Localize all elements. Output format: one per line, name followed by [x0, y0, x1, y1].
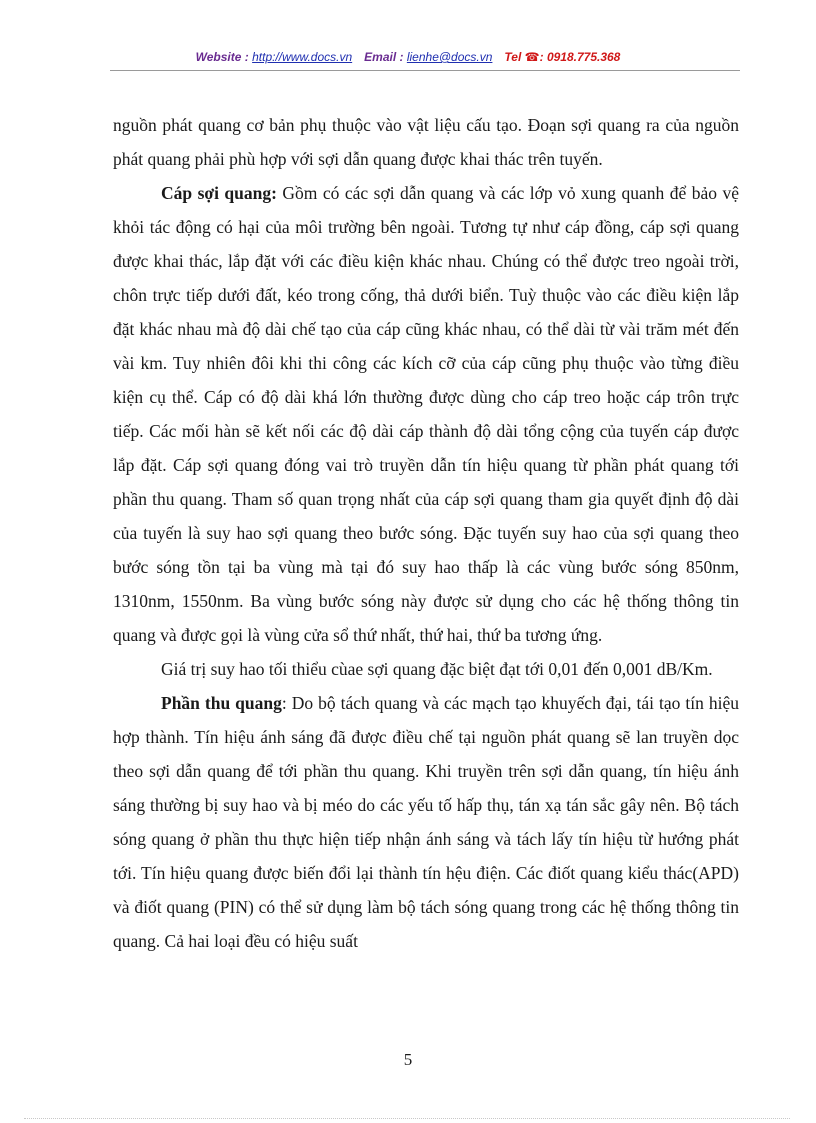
email-link[interactable]: lienhe@docs.vn [406, 50, 493, 64]
paragraph-fiber-cable-text: Gồm có các sợi dẫn quang và các lớp vỏ xung quanh để bảo vệ khỏi tác động có hại của môi trường bên ngoài. Tương tự như cáp đồng, cáp sợi quang được khai thác, lắp đặt với các điều kiện khác nhau. Chúng có thể được treo ngoài trời, chôn trực tiếp dưới đất, kéo trong cống, thả dưới biển. Tuỳ thuộc vào các điều kiện lắp đặt khác nhau mà độ dài chế tạo của cáp cũng khác nhau, có thể dài từ vài trăm mét đến vài km. Tuy nhiên đôi khi thi công các kích cỡ của cáp cũng phụ thuộc vào từng điều kiện cụ thể. Cáp có độ dài khá lớn thường được dùng cho cáp treo hoặc cáp trôn trực tiếp. Các mối hàn sẽ kết nối các độ dài cáp thành độ dài tổng cộng của tuyến cáp được lắp đặt. Cáp sợi quang đóng vai trò truyền dẫn tín hiệu quang từ phần phát quang tới phần thu quang. Tham số quan trọng nhất của cáp sợi quang tham gia quyết định độ dài của tuyến là suy hao sợi quang theo bước sóng. Đặc tuyến suy hao của sợi quang theo bước sóng tồn tại ba vùng mà tại đó suy hao thấp là các vùng bước sóng 850nm, 1310nm, 1550nm. Ba vùng bước sóng này được sử dụng cho các hệ thống thông tin quang và được gọi là vùng cửa sổ thứ nhất, thứ hai, thứ ba tương ứng. [113, 183, 739, 645]
email-label: Email : [364, 50, 407, 64]
page-bottom-border [24, 1118, 790, 1119]
term-receiver: Phần thu quang [161, 693, 282, 713]
paragraph-light-source: nguồn phát quang cơ bản phụ thuộc vào vật liệu cấu tạo. Đoạn sợi quang ra của nguồn phát quang phải phù hợp với sợi dẫn quang được khai thác trên tuyến. [113, 115, 739, 169]
paragraph-fiber-cable [113, 176, 739, 652]
header-divider [110, 70, 740, 71]
paragraph-attenuation: Giá trị suy hao tối thiểu cùae sợi quang đặc biệt đạt tới 0,01 đến 0,001 dB/Km. [161, 659, 713, 679]
term-fiber-cable: Cáp sợi quang: [161, 183, 277, 203]
website-link[interactable]: http://www.docs.vn [252, 50, 353, 64]
document-body [113, 108, 739, 958]
paragraph-receiver [113, 686, 739, 958]
paragraph-receiver-text: : Do bộ tách quang và các mạch tạo khuyếch đại, tái tạo tín hiệu hợp thành. Tín hiệu ánh sáng đã được điều chế tại nguồn phát quang sẽ lan truyền dọc theo sợi dẫn quang để tới phần thu quang. Khi truyền trên sợi dẫn quang, tín hiệu ánh sáng thường bị suy hao và bị méo do các yếu tố hấp thụ, tán xạ tán sắc gây nên. Bộ tách sóng quang ở phần thu thực hiện tiếp nhận ánh sáng và tách lấy tín hiệu từ hướng phát tới. Tín hiệu quang được biến đổi lại thành tín hệu điện. Các điốt quang kiểu thác(APD) và điốt quang (PIN) có thể sử dụng làm bộ tách sóng quang trong các hệ thống thông tin quang. Cả hai loại đều có hiệu suất [113, 693, 739, 951]
tel-label: Tel ☎: [504, 50, 547, 64]
page-header [0, 50, 816, 64]
tel-number: 0918.775.368 [546, 50, 621, 64]
website-label: Website : [195, 50, 253, 64]
page-number: 5 [403, 1050, 413, 1069]
